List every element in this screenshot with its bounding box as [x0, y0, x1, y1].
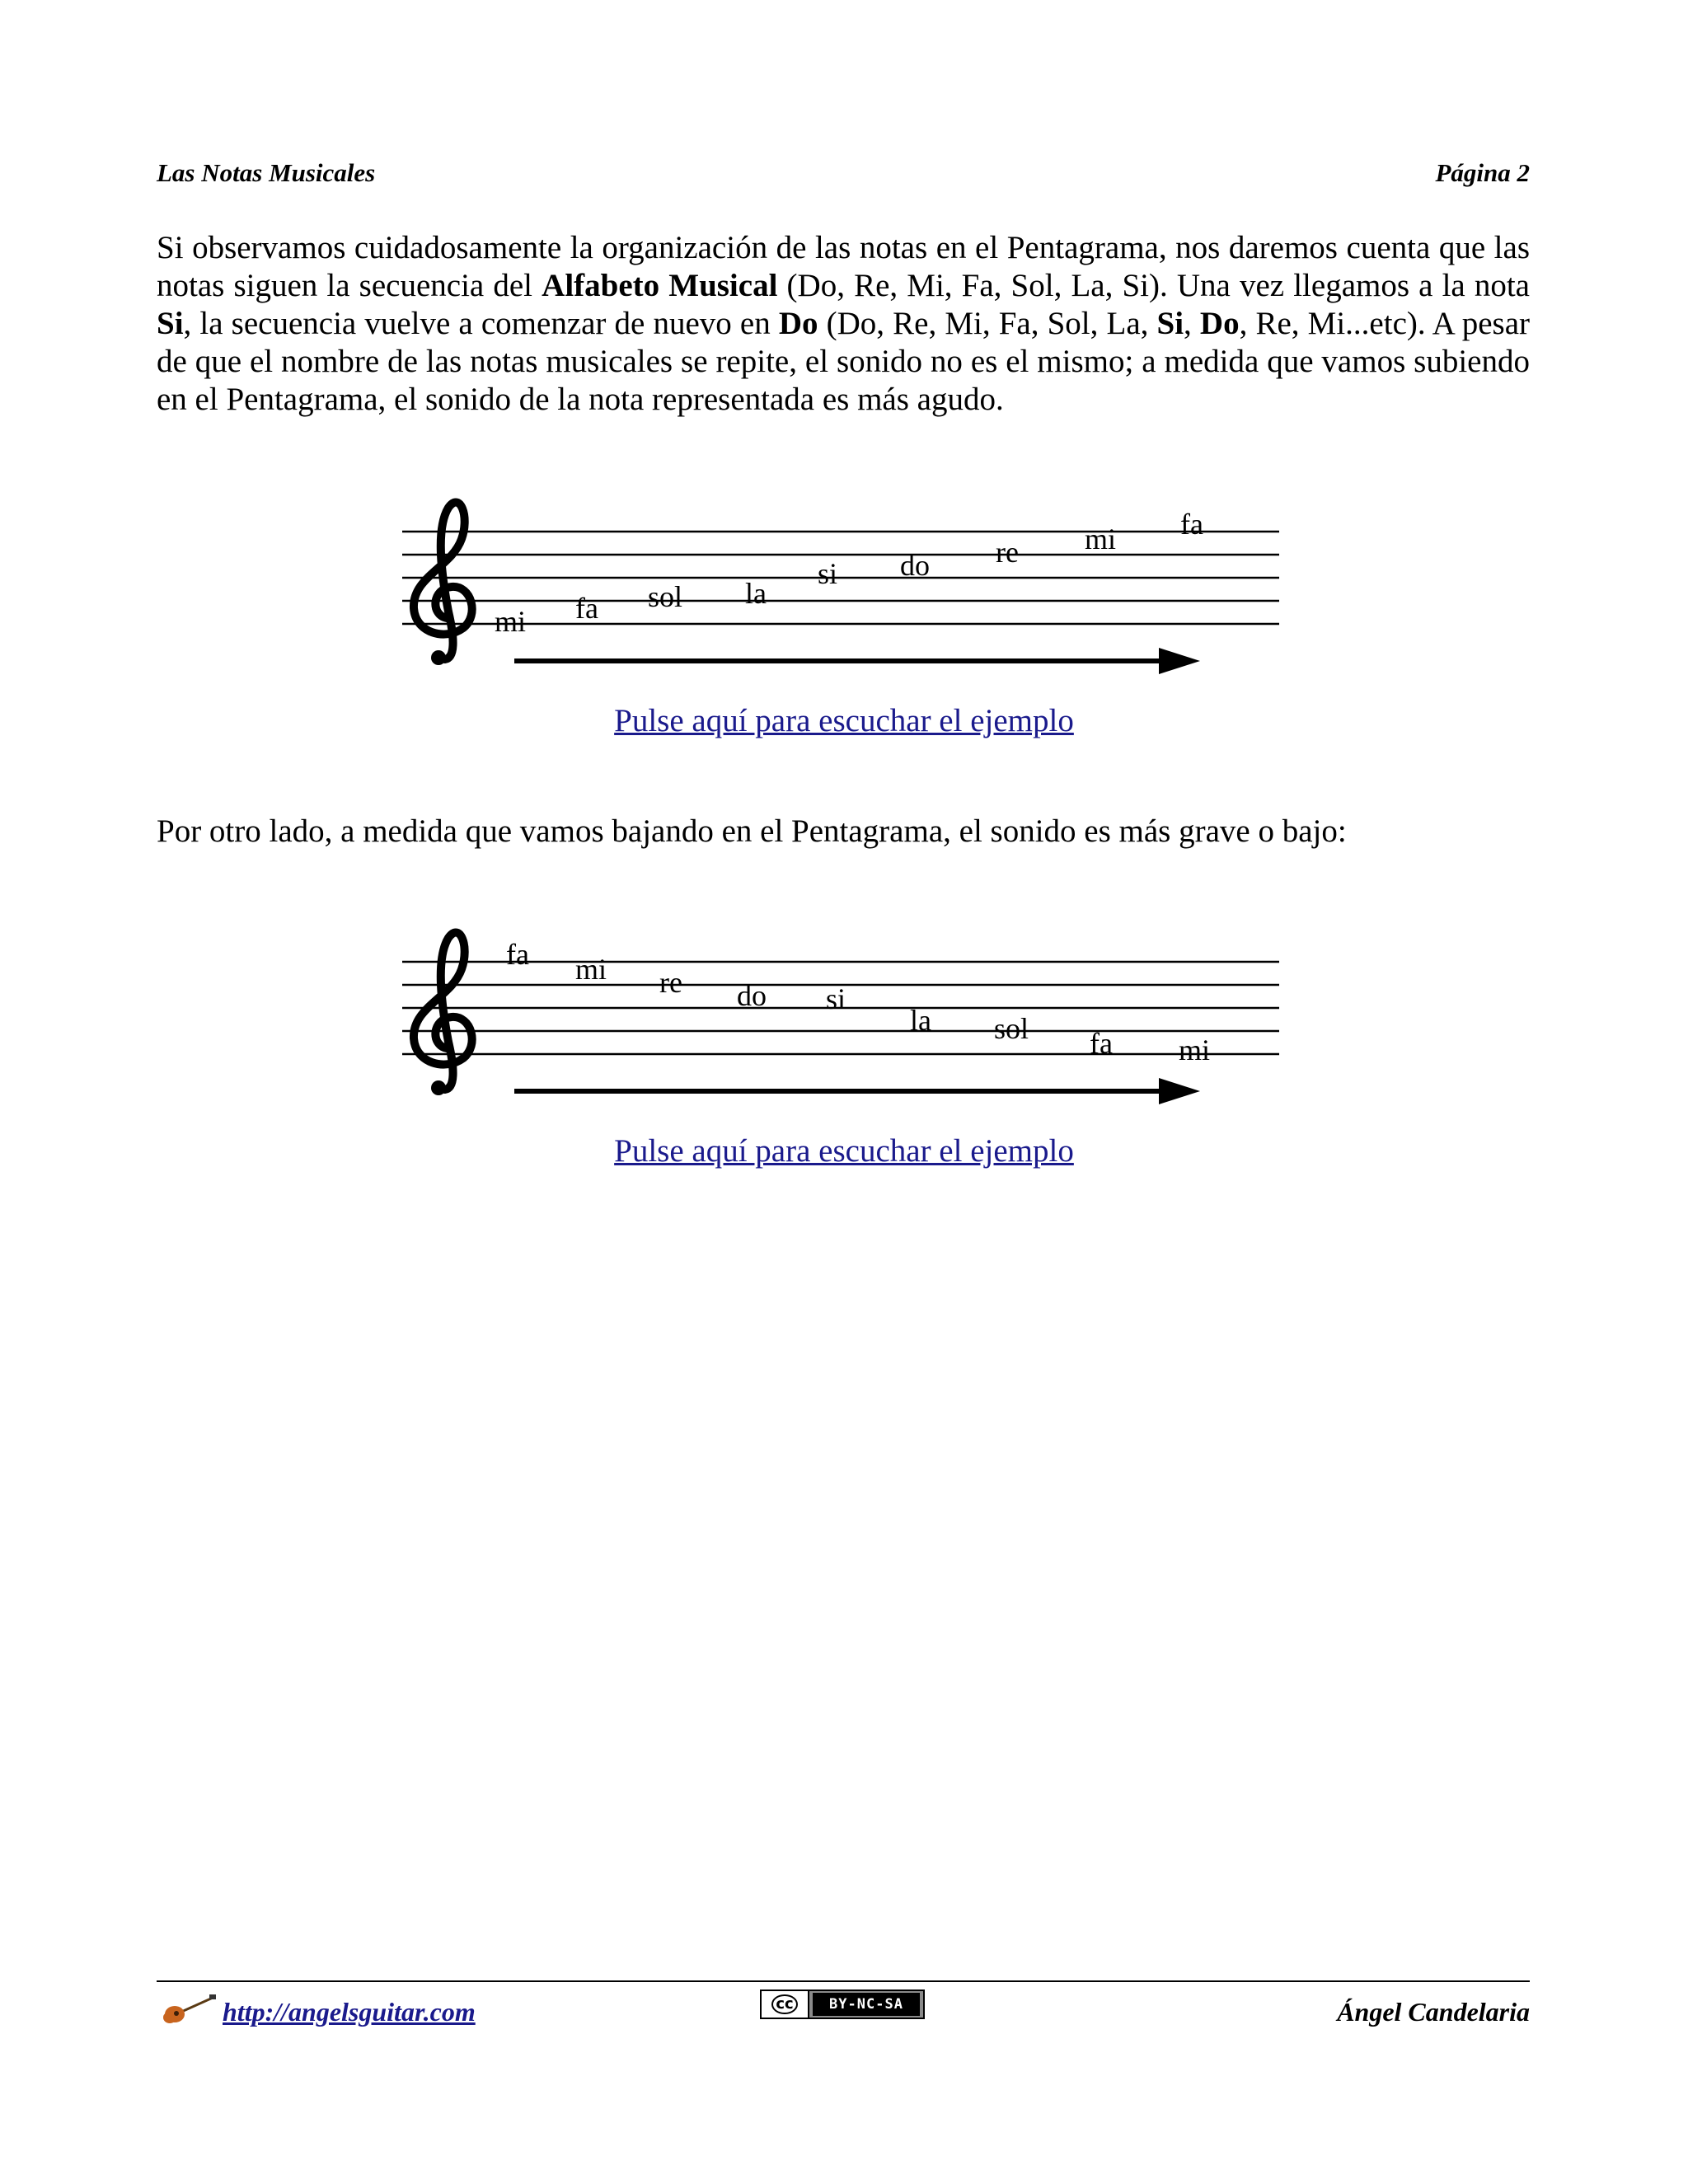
note-label: fa	[575, 592, 598, 625]
text-run: (Do, Re, Mi, Fa, Sol, La, Si). Una vez llegamos a la nota	[777, 268, 1530, 303]
note-label: fa	[1090, 1027, 1113, 1060]
bold-term: Si	[157, 306, 184, 341]
listen-example-link-1[interactable]: Pulse aquí para escuchar el ejemplo	[614, 703, 1074, 738]
footer-divider	[157, 1980, 1530, 1982]
cc-icon-label: cc	[771, 1994, 797, 2014]
text-run: , la secuencia vuelve a comenzar de nuevo en	[183, 306, 779, 341]
guitar-icon	[162, 1993, 218, 2026]
note-label: re	[996, 536, 1019, 569]
note-label: la	[745, 577, 767, 610]
direction-arrow	[514, 648, 1200, 674]
text-run: (Do, Re, Mi, Fa, Sol, La,	[818, 306, 1157, 341]
note-label: la	[910, 1004, 931, 1037]
page-number: Página 2	[1435, 158, 1530, 187]
treble-clef-icon	[414, 503, 472, 665]
intro-paragraph	[157, 229, 1530, 419]
bold-term: Alfabeto Musical	[542, 268, 778, 303]
bold-term: Si	[1156, 306, 1184, 341]
note-label: sol	[648, 580, 683, 613]
text-run: ,	[1184, 306, 1200, 341]
note-label: fa	[1180, 508, 1203, 541]
cc-license-badge[interactable]	[760, 1990, 925, 2019]
direction-arrow	[514, 1078, 1200, 1104]
note-labels	[506, 938, 1210, 1066]
note-label: mi	[1179, 1033, 1211, 1066]
note-labels	[495, 508, 1203, 638]
bold-term: Do	[778, 306, 818, 341]
note-label: mi	[495, 605, 527, 638]
cc-icon	[762, 1991, 809, 2018]
note-label: si	[826, 982, 846, 1015]
text-run: , Re, Mi...etc). A pesar de que el nombre de las notas musicales se repite, el sonido no es el mismo; a medida que vamos subiendo en el Pentagrama, el sonido de la nota representada es más agudo.	[157, 306, 1530, 417]
note-label: fa	[506, 938, 529, 971]
website-link[interactable]: http://angelsguitar.com	[223, 1997, 476, 2027]
staff-ascending	[0, 478, 1688, 692]
header-title: Las Notas Musicales	[157, 158, 376, 187]
treble-clef-icon	[414, 933, 472, 1095]
bold-term: Do	[1199, 306, 1240, 341]
note-label: sol	[994, 1012, 1029, 1045]
note-label: do	[737, 979, 767, 1012]
listen-example-link-2[interactable]: Pulse aquí para escuchar el ejemplo	[614, 1133, 1074, 1169]
descending-paragraph: Por otro lado, a medida que vamos bajando en el Pentagrama, el sonido es más grave o bajo:	[157, 813, 1347, 849]
author-name: Ángel Candelaria	[1337, 1997, 1530, 2027]
staff-descending	[0, 908, 1688, 1122]
note-label: si	[818, 557, 838, 590]
license-label: BY-NC-SA	[813, 1993, 920, 2016]
text-run: Si observamos cuidadosamente la organización de las notas en el Pentagrama, nos daremos cuenta que las notas siguen la secuencia del	[157, 230, 1530, 303]
note-label: do	[900, 549, 930, 582]
staff-lines	[402, 532, 1279, 624]
note-label: re	[659, 966, 682, 999]
note-label: mi	[575, 953, 607, 986]
note-label: mi	[1085, 523, 1117, 555]
